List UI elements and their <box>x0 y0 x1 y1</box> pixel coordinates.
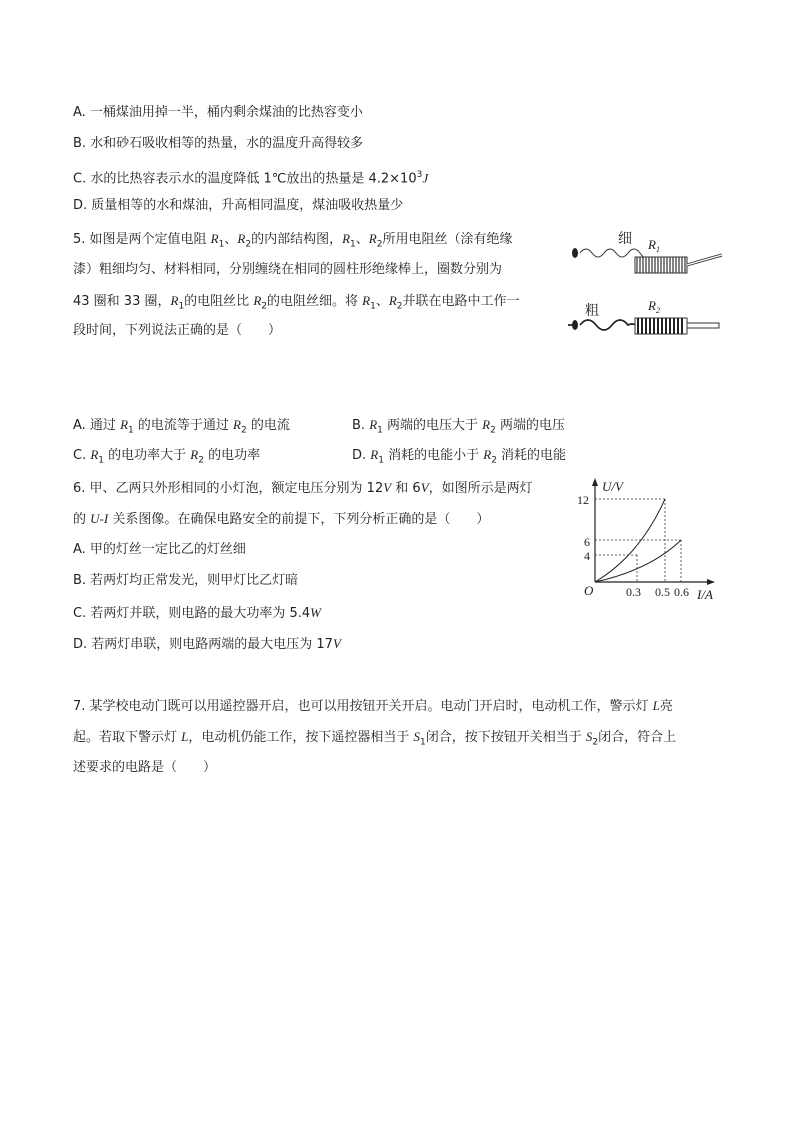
q5-option-d <box>352 446 566 470</box>
q5d-text: 消耗的电能 <box>496 448 567 463</box>
q5-option-a <box>73 416 290 440</box>
q7-text: ，电动机仍能工作，按下遥控器相当于 <box>188 730 414 745</box>
q5c-var: R <box>190 447 199 462</box>
r1-label: $R_1$ <box>648 237 660 254</box>
q5-var: R <box>170 293 179 308</box>
q6-text: 的 <box>73 512 91 527</box>
q6-unit: V <box>383 480 392 495</box>
y-tick-4: 4 <box>584 549 590 563</box>
x-tick-0.5: 0.5 <box>655 585 670 599</box>
q5-sub: 2 <box>245 239 252 250</box>
q6c-unit: W <box>310 605 321 620</box>
q6-option-c <box>73 604 321 623</box>
q5d-sub: 2 <box>491 455 497 466</box>
q5-text: 43 圈和 33 圈， <box>73 294 171 309</box>
q5-sub: 1 <box>370 301 376 312</box>
q7-text: 7. 某学校电动门既可以用遥控器开启，也可以用按钮开关开启。电动门开启时，电动机工作，警示灯 <box>73 699 653 714</box>
q5-var: R <box>362 293 371 308</box>
q5a-sub: 1 <box>128 425 134 436</box>
q5-option-b <box>352 416 565 440</box>
q5-stem-line-4: 段时间，下列说法正确的是（ ） <box>73 323 282 338</box>
q6-stem-line-2 <box>73 510 489 529</box>
q5-text: 5. 如图是两个定值电阻 <box>73 232 211 247</box>
q5b-text: 两端的电压大于 <box>382 418 483 433</box>
q5c-sub: 2 <box>198 455 204 466</box>
q7-var-s2: S <box>585 729 593 744</box>
q6-ui-graph <box>570 475 730 605</box>
q5c-var: R <box>90 447 99 462</box>
q7-var-l: L <box>652 698 660 713</box>
q5c-text: 的电功率大于 <box>104 448 191 463</box>
q5-var: R <box>342 231 351 246</box>
q6-option-b: B. 若两灯均正常发光，则甲灯比乙灯暗 <box>73 573 299 588</box>
q5b-var: R <box>482 417 491 432</box>
q6-ui-label: U-I <box>90 511 109 526</box>
q5c-sub: 1 <box>98 455 105 466</box>
q5c-text: C. <box>73 448 91 463</box>
q5-text: 并联在电路中工作一 <box>402 294 520 309</box>
y-axis-label: U/V <box>602 479 623 494</box>
q7-text: 闭合，按下按钮开关相当于 <box>425 730 586 745</box>
q6-text: 6. 甲、乙两只外形相同的小灯泡，额定电压分别为 12 <box>73 481 384 496</box>
q5-option-c <box>73 446 260 470</box>
q5a-var: R <box>120 417 129 432</box>
q6c-text: C. 若两灯并联，则电路的最大功率为 5.4 <box>73 606 311 621</box>
origin-label: O <box>584 583 594 598</box>
q6-unit: V <box>420 480 429 495</box>
r2-coil-icon <box>635 318 687 334</box>
q4-option-a: A. 一桶煤油用掉一半，桶内剩余煤油的比热容变小 <box>73 105 363 120</box>
q5-text: 所用电阻丝（涂有绝缘 <box>382 232 513 247</box>
q5-sub: 2 <box>396 301 403 312</box>
q7-text: 亮 <box>659 699 673 714</box>
q7-stem-line-3: 述要求的电路是（ ） <box>73 760 217 775</box>
q5b-sub: 2 <box>490 425 496 436</box>
q5b-text: B. <box>352 418 370 433</box>
q6-text: 和 6 <box>391 481 421 496</box>
q5-var: R <box>388 293 397 308</box>
q5-text: 的电阻丝比 <box>184 294 254 309</box>
q5-text: 、 <box>355 232 369 247</box>
q5-sub: 1 <box>178 301 185 312</box>
q5-sub: 1 <box>350 239 356 250</box>
q7-stem-line-1 <box>73 697 673 716</box>
q5d-sub: 1 <box>378 455 384 466</box>
q7-text: 起。若取下警示灯 <box>73 730 182 745</box>
q5a-text: A. 通过 <box>73 418 121 433</box>
q5a-text: 的电流等于通过 <box>133 418 234 433</box>
x-axis-arrow-icon <box>707 579 715 585</box>
q5b-sub: 1 <box>377 425 383 436</box>
q5-var: R <box>237 231 246 246</box>
q5a-sub: 2 <box>240 425 247 436</box>
q5-sub: 1 <box>218 239 225 250</box>
q5-text: 、 <box>375 294 389 309</box>
q6-option-a: A. 甲的灯丝一定比乙的灯丝细 <box>73 542 246 557</box>
q5d-var: R <box>483 447 492 462</box>
q5-resistor-figure <box>560 225 730 345</box>
curve-lamp-yi <box>595 540 681 582</box>
q5a-text: 的电流 <box>246 418 290 433</box>
q5-var: R <box>368 231 377 246</box>
q5a-var: R <box>233 417 241 432</box>
q4-option-c <box>73 166 428 188</box>
x-tick-0.3: 0.3 <box>626 585 641 599</box>
y-axis-arrow-icon <box>592 478 598 486</box>
q4-option-c-unit: J <box>422 170 429 186</box>
q5-var: R <box>210 231 219 246</box>
q5c-text: 的电功率 <box>203 448 261 463</box>
q6d-unit: V <box>332 636 341 651</box>
r1-coil-icon <box>635 257 687 273</box>
q4-option-c-exponent: 3 <box>416 170 423 180</box>
q6-stem-line-1 <box>73 479 533 498</box>
thin-label: 细 <box>618 232 632 247</box>
q7-sub-1: 1 <box>420 737 426 748</box>
q6-text: 关系图像。在确保电路安全的前提下，下列分析正确的是（ ） <box>108 512 490 527</box>
thick-label: 粗 <box>585 304 599 319</box>
q5-sub: 2 <box>376 239 383 250</box>
q7-text: 闭合，符合上 <box>598 730 677 745</box>
q5d-text: D. <box>352 448 371 463</box>
thin-wire-end-icon <box>572 248 578 258</box>
q6-text: ，如图所示是两灯 <box>428 481 533 496</box>
q5-stem-line-3 <box>73 292 520 316</box>
q4-option-b: B. 水和砂石吸收相等的热量，水的温度升高得较多 <box>73 136 364 151</box>
q5d-text: 消耗的电能小于 <box>383 448 484 463</box>
q5-stem-line-2: 漆）粗细均匀、材料相同，分别缠绕在相同的圆柱形绝缘棒上，圈数分别为 <box>73 262 503 277</box>
q4-option-c-text: C. 水的比热容表示水的温度降低 1℃放出的热量是 4.2×10 <box>73 171 417 187</box>
q7-stem-line-2 <box>73 728 676 752</box>
q5-text: 的电阻丝细。将 <box>267 294 363 309</box>
thick-wire <box>568 320 636 330</box>
q5-text: 、 <box>224 232 238 247</box>
x-tick-0.6: 0.6 <box>674 585 689 599</box>
y-tick-12: 12 <box>577 493 589 507</box>
q5-stem-line-1 <box>73 230 512 254</box>
r2-lead <box>687 323 719 328</box>
q6d-text: D. 若两灯串联，则电路两端的最大电压为 17 <box>73 637 333 652</box>
q7-sub-2: 2 <box>592 737 599 748</box>
q5-sub: 2 <box>261 301 267 312</box>
q7-var-s1: S <box>413 729 421 744</box>
q5d-var: R <box>370 447 379 462</box>
q5-var: R <box>253 293 262 308</box>
q7-var-l: L <box>181 729 189 744</box>
q5b-text: 两端的电压 <box>495 418 565 433</box>
x-axis-label: I/A <box>697 587 713 602</box>
q5b-var: R <box>369 417 378 432</box>
q4-option-d: D. 质量相等的水和煤油，升高相同温度，煤油吸收热量少 <box>73 198 404 213</box>
y-tick-6: 6 <box>584 535 590 549</box>
r2-label: $R_2$ <box>648 298 660 315</box>
curve-lamp-jia <box>595 499 665 582</box>
q5-text: 的内部结构图， <box>251 232 343 247</box>
q6-option-d <box>73 635 341 654</box>
